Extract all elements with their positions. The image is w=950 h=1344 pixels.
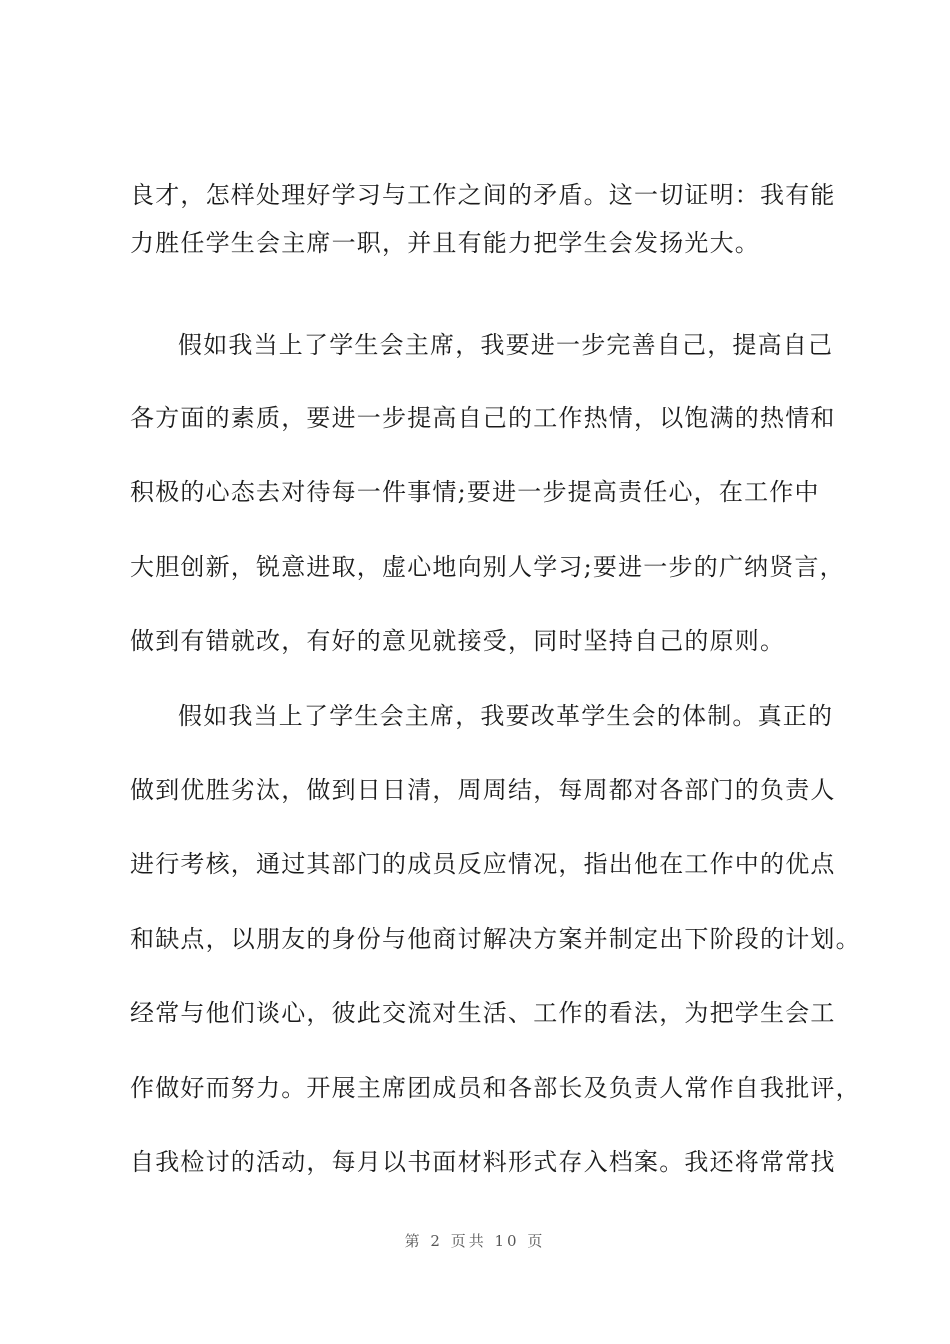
text-line: 各方面的素质，要进一步提高自己的工作热情，以饱满的热情和 [130, 404, 836, 432]
text-line: 作做好而努力。开展主席团成员和各部长及负责人常作自我批评， [130, 1074, 861, 1102]
text-line: 力胜任学生会主席一职，并且有能力把学生会发扬光大。 [130, 229, 760, 257]
page-number-footer: 第 2 页共 10 页 [404, 1232, 546, 1250]
text-line: 自我检讨的活动，每月以书面材料形式存入档案。我还将常常找 [130, 1148, 836, 1176]
text-line: 良才，怎样处理好学习与工作之间的矛盾。这一切证明：我有能 [130, 181, 836, 209]
text-line: 经常与他们谈心，彼此交流对生活、工作的看法，为把学生会工 [130, 999, 836, 1027]
text-line: 做到有错就改，有好的意见就接受，同时坚持自己的原则。 [130, 627, 786, 655]
paragraph-first-line: 假如我当上了学生会主席，我要改革学生会的体制。真正的 [178, 702, 834, 730]
text-line: 积极的心态去对待每一件事情;要进一步提高责任心，在工作中 [130, 478, 820, 506]
paragraph-first-line: 假如我当上了学生会主席，我要进一步完善自己，提高自己 [178, 331, 834, 359]
text-line: 进行考核，通过其部门的成员反应情况，指出他在工作中的优点 [130, 850, 836, 878]
text-line: 大胆创新，锐意进取，虚心地向别人学习;要进一步的广纳贤言， [130, 553, 845, 581]
text-line: 和缺点，以朋友的身份与他商讨解决方案并制定出下阶段的计划。 [130, 925, 861, 953]
text-line: 做到优胜劣汰，做到日日清，周周结，每周都对各部门的负责人 [130, 776, 836, 804]
